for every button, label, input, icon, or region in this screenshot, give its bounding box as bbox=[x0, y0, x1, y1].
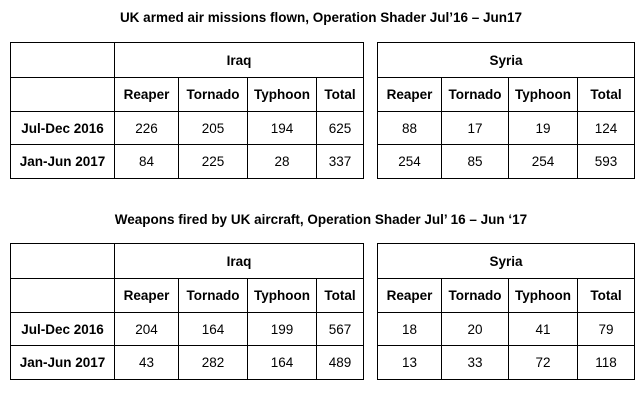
column-gap bbox=[364, 43, 378, 78]
cell-syria-typhoon: 19 bbox=[509, 112, 578, 145]
cell-iraq-typhoon: 194 bbox=[248, 112, 317, 145]
cell-iraq-reaper: 43 bbox=[115, 346, 179, 380]
group-header-row bbox=[11, 43, 635, 78]
column-gap bbox=[364, 112, 378, 145]
corner-cell bbox=[11, 43, 115, 78]
column-header-syria-reaper: Reaper bbox=[378, 78, 442, 112]
cell-syria-reaper: 88 bbox=[378, 112, 442, 145]
cell-iraq-total: 625 bbox=[317, 112, 364, 145]
column-header-syria-reaper: Reaper bbox=[378, 279, 442, 313]
missions-table bbox=[10, 42, 635, 179]
column-header-row bbox=[11, 78, 635, 112]
table-row bbox=[11, 145, 635, 179]
cell-syria-typhoon: 254 bbox=[509, 145, 578, 179]
cell-syria-reaper: 13 bbox=[378, 346, 442, 380]
cell-iraq-reaper: 84 bbox=[115, 145, 179, 179]
column-header-syria-typhoon: Typhoon bbox=[509, 78, 578, 112]
column-gap bbox=[364, 279, 378, 313]
column-header-iraq-reaper: Reaper bbox=[115, 279, 179, 313]
cell-syria-typhoon: 72 bbox=[509, 346, 578, 380]
column-gap bbox=[364, 145, 378, 179]
cell-iraq-typhoon: 199 bbox=[248, 313, 317, 346]
column-header-row bbox=[11, 279, 635, 313]
column-header-syria-total: Total bbox=[578, 78, 635, 112]
cell-iraq-tornado: 225 bbox=[179, 145, 248, 179]
table-row bbox=[11, 313, 635, 346]
group-header-syria: Syria bbox=[378, 43, 635, 78]
cell-iraq-typhoon: 28 bbox=[248, 145, 317, 179]
cell-iraq-typhoon: 164 bbox=[248, 346, 317, 380]
cell-syria-tornado: 33 bbox=[442, 346, 509, 380]
weapons-table-title: Weapons fired by UK aircraft, Operation Shader Jul’ 16 – Jun ‘17 bbox=[114, 212, 528, 227]
column-header-iraq-tornado: Tornado bbox=[179, 78, 248, 112]
row-label: Jan-Jun 2017 bbox=[11, 346, 115, 380]
column-gap bbox=[364, 346, 378, 380]
missions-table-title: UK armed air missions flown, Operation Shader Jul’16 – Jun17 bbox=[119, 10, 523, 25]
cell-iraq-reaper: 226 bbox=[115, 112, 179, 145]
column-header-syria-tornado: Tornado bbox=[442, 78, 509, 112]
cell-iraq-total: 489 bbox=[317, 346, 364, 380]
column-gap bbox=[364, 313, 378, 346]
column-header-iraq-reaper: Reaper bbox=[115, 78, 179, 112]
group-header-iraq: Iraq bbox=[115, 43, 364, 78]
cell-syria-tornado: 17 bbox=[442, 112, 509, 145]
column-header-iraq-typhoon: Typhoon bbox=[248, 279, 317, 313]
cell-iraq-tornado: 282 bbox=[179, 346, 248, 380]
cell-syria-total: 124 bbox=[578, 112, 635, 145]
cell-syria-tornado: 20 bbox=[442, 313, 509, 346]
cell-syria-reaper: 254 bbox=[378, 145, 442, 179]
column-gap bbox=[364, 244, 378, 279]
row-label-header bbox=[11, 279, 115, 313]
cell-syria-reaper: 18 bbox=[378, 313, 442, 346]
cell-syria-tornado: 85 bbox=[442, 145, 509, 179]
row-label-header bbox=[11, 78, 115, 112]
column-header-syria-typhoon: Typhoon bbox=[509, 279, 578, 313]
cell-syria-total: 593 bbox=[578, 145, 635, 179]
column-header-syria-total: Total bbox=[578, 279, 635, 313]
column-header-syria-tornado: Tornado bbox=[442, 279, 509, 313]
cell-syria-total: 118 bbox=[578, 346, 635, 380]
corner-cell bbox=[11, 244, 115, 279]
column-header-iraq-total: Total bbox=[317, 279, 364, 313]
weapons-table bbox=[10, 243, 635, 380]
row-label: Jul-Dec 2016 bbox=[11, 313, 115, 346]
group-header-syria: Syria bbox=[378, 244, 635, 279]
column-header-iraq-tornado: Tornado bbox=[179, 279, 248, 313]
column-header-iraq-typhoon: Typhoon bbox=[248, 78, 317, 112]
column-gap bbox=[364, 78, 378, 112]
cell-iraq-tornado: 164 bbox=[179, 313, 248, 346]
table-row bbox=[11, 346, 635, 380]
cell-iraq-total: 567 bbox=[317, 313, 364, 346]
row-label: Jan-Jun 2017 bbox=[11, 145, 115, 179]
column-header-iraq-total: Total bbox=[317, 78, 364, 112]
cell-iraq-reaper: 204 bbox=[115, 313, 179, 346]
row-label: Jul-Dec 2016 bbox=[11, 112, 115, 145]
group-header-iraq: Iraq bbox=[115, 244, 364, 279]
table-row bbox=[11, 112, 635, 145]
cell-syria-typhoon: 41 bbox=[509, 313, 578, 346]
cell-iraq-tornado: 205 bbox=[179, 112, 248, 145]
cell-iraq-total: 337 bbox=[317, 145, 364, 179]
group-header-row bbox=[11, 244, 635, 279]
cell-syria-total: 79 bbox=[578, 313, 635, 346]
